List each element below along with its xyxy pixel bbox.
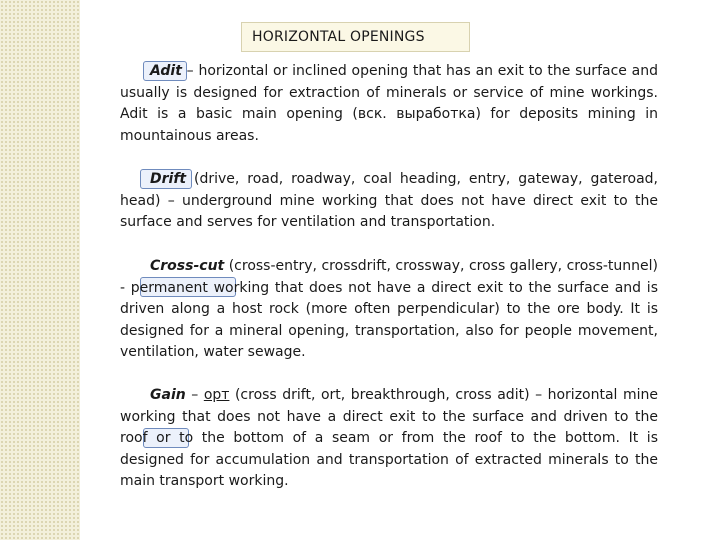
definition-cross-cut: (cross-entry, crossdrift, crossway, cross gallery, cross-tunnel) - permanent working that does not have a direct exit to the surface and is driven along a host rock (more often perpendicular) to the ore body. It is designed for a mineral opening, transportation, also for people movement, ventilation, water sewage. bbox=[120, 258, 658, 360]
term-cross-cut: Cross-cut bbox=[150, 258, 225, 274]
term-gain: Gain bbox=[150, 387, 186, 403]
definition-gain: (cross drift, ort, breakthrough, cross adit) – horizontal mine working that does not have a direct exit to the surface and driven to the roof or to the bottom of a seam or from the roof to the bottom. It is designed for accumulation and transportation of extracted minerals to the main transport working. bbox=[120, 387, 658, 489]
definition-drift: (drive, road, roadway, coal heading, entry, gateway, gateroad, head) – underground mine working that does not have direct exit to the surface and serves for ventilation and transportation. bbox=[120, 171, 658, 230]
gain-dash: – bbox=[185, 387, 204, 403]
decorative-side-strip bbox=[0, 0, 80, 540]
paragraph-gain bbox=[120, 385, 658, 493]
paragraph-drift bbox=[120, 169, 658, 234]
definition-adit: – horizontal or inclined opening that has an exit to the surface and usually is designed for extraction of minerals or service of mine workings. Adit is a basic main opening (вск. выработка) for deposits mining in mountainous areas. bbox=[120, 63, 658, 144]
page-title: HORIZONTAL OPENINGS bbox=[241, 22, 470, 52]
term-adit: Adit bbox=[150, 63, 182, 79]
gain-russian-term: орт bbox=[203, 387, 230, 403]
term-drift: Drift bbox=[150, 171, 187, 187]
paragraph-adit bbox=[120, 61, 658, 147]
paragraph-cross-cut bbox=[120, 256, 658, 364]
